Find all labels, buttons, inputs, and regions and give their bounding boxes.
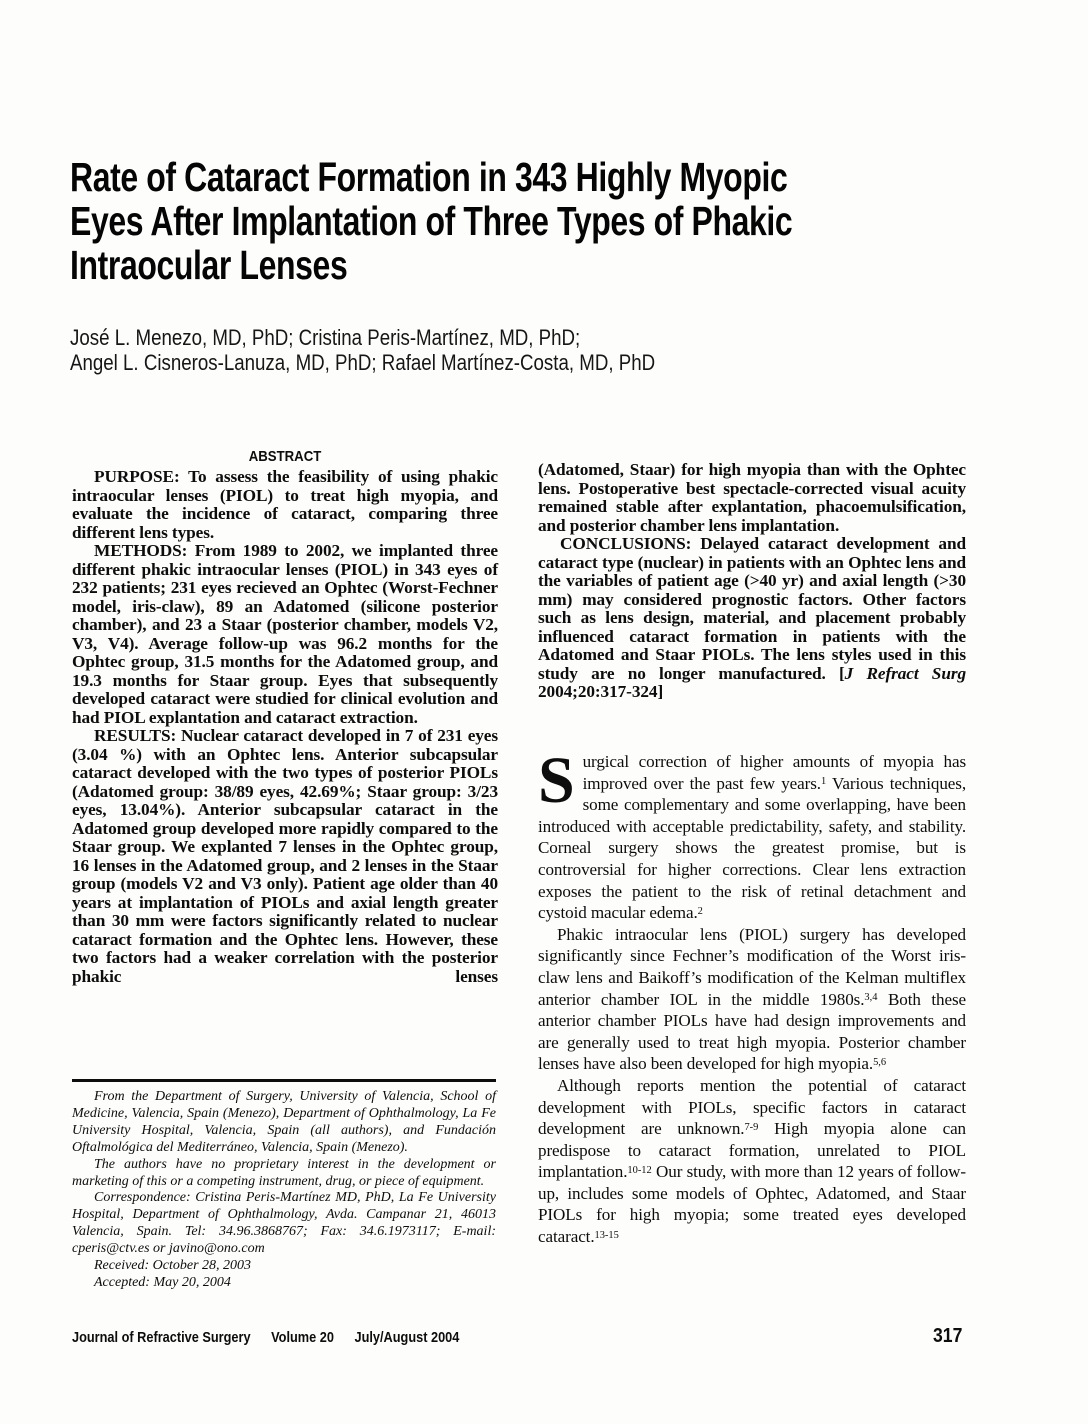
abstract-conclusions: CONCLUSIONS: Delayed cataract development and cataract type (nuclear) in patients with an Ophtec lens and the variables of patient age (>40 yr) and axial length (>30 mm) may considered prognostic factors. Other factors such as lens design, material, and placement probably influenced cataract formation in patients with the Adatomed and Staar PIOLs. The lens styles used in this study are no longer manufactured. [J Refract Surg 2004;20:317-324] [538,534,966,701]
abstract-heading: ABSTRACT [248,448,322,465]
footnote-received: Received: October 28, 2003 [94,1258,252,1274]
author-list [70,325,758,375]
footnote-accepted: Accepted: May 20, 2004 [94,1274,231,1290]
body-paragraph-3: Although reports mention the potential of cataract development with PIOLs, specific factors in cataract development are unknown.$^{7-9}$ High myopia alone can predispose to cataract formation, unrelated to PIOL implantation.$^{10-12}$ Our study, with more than 12 years of follow-up, includes some models of Ophtec, Adatomed, and Staar PIOLs for high myopia; some treated eyes developed cataract.$^{13-15}$ [538,1075,966,1247]
body-paragraph-1 [538,744,966,924]
author-line-2: Angel L. Cisneros-Lanuza, MD, PhD; Rafael Martínez-Costa, MD, PhD [70,350,656,375]
abstract-results-continued: (Adatomed, Staar) for high myopia than with the Ophtec lens. Postoperative best spectacle-corrected visual acuity remained stable after explantation, phacoemulsification, and posterior chamber lens implantation. [538,460,966,535]
footnote-affiliation: From the Department of Surgery, University of Valencia, School of Medicine, Valencia, Spain (Menezo), Department of Ophthalmology, La Fe University Hospital, Valencia, Spain (all authors), and Fundación Oftalmológica del Mediterráneo, Valencia, Spain (Menezo). [72,1089,496,1155]
abstract-continued-section [538,461,966,702]
body-paragraph-1-text: urgical correction of higher amounts of myopia has improved over the past few years.$^1$ Various techniques, some complementary and some overlapping, have been introduced with acceptable predictability, safety, and stability. Corneal surgery shows the greatest promise, but is controversial for higher corrections. Clear lens extraction exposes the patient to the risk of retinal detachment and cystoid macular edema.$^2$ [538,752,966,923]
footnote-correspondence: Correspondence: Cristina Peris-Martínez MD, PhD, La Fe University Hospital, Department of Ophthalmology, Avda. Campanar 21, 46013 Valencia, Spain. Tel: 34.96.3868767; Fax: 34.6.1973117; E-mail: cperis@ctv.es or javino@ono.com [72,1190,496,1257]
article-title [70,155,996,287]
abstract-section [72,448,498,986]
article-title-line-1: Rate of Cataract Formation in 343 Highly Myopic [70,154,788,200]
footnote-disclosure: The authors have no proprietary interest in the development or marketing of this or a competing instrument, drug, or piece of equipment. [72,1156,496,1189]
abstract-methods: METHODS: From 1989 to 2002, we implanted three different phakic intraocular lenses (PIOL) in 343 eyes of 232 patients; 231 eyes recieved an Ophtec (Worst-Fechner model, iris-claw), 89 an Adatomed (silicone posterior chamber), and 23 a Staar (posterior chamber, models V2, V3, V4). Average follow-up was 96.2 months for the Ophtec group, 31.5 months for the Adatomed group, and 19.3 months for Staar group. Eyes that subsequently developed cataract were studied for clinical evolution and had PIOL explantation and cataract extraction. [72,541,498,727]
journal-footer-line [72,1329,459,1346]
abstract-purpose: PURPOSE: To assess the feasibility of using phakic intraocular lenses (PIOL) to treat high myopia, and evaluate the incidence of cataract, comparing three different lens types. [72,467,498,542]
article-title-line-2: Eyes After Implantation of Three Types of Phakic [70,198,793,244]
body-paragraph-2: Phakic intraocular lens (PIOL) surgery has developed significantly since Fechner’s modification of the Worst iris-claw lens and Baikoff’s modification of the Kelman multiflex anterior chamber IOL in the middle 1980s.$^{3,4}$ Both these anterior chamber PIOLs have had design improvements and are generally used to treat high myopia. Posterior chamber lenses have also been developed for high myopia.$^{5,6}$ [538,924,966,1074]
footer-issue: July/August 2004 [354,1329,460,1346]
page-number: 317 [932,1325,962,1347]
footer-volume: Volume 20 [271,1329,334,1346]
footer-journal-name: Journal of Refractive Surgery [72,1329,251,1346]
footnote-block [72,1089,496,1292]
footnote-divider [72,1079,496,1082]
article-body [538,744,966,1248]
dropcap-letter: S [538,744,575,817]
article-title-line-3: Intraocular Lenses [70,242,348,288]
author-line-1: José L. Menezo, MD, PhD; Cristina Peris-Martínez, MD, PhD; [70,325,581,350]
abstract-results: RESULTS: Nuclear cataract developed in 7 of 231 eyes (3.04 %) with an Ophtec lens. Anterior subcapsular cataract developed with the two types of posterior PIOLs (Adatomed group: 38/89 eyes, 42.69%; Staar group: 3/23 eyes, 13.04%). Anterior subcapsular cataract in the Adatomed group developed more rapidly compared to the Staar group. We explanted 7 lenses in the Ophtec group, 16 lenses in the Adatomed group, and 2 lenses in the Staar group (models V2 and V3 only). Patient age older than 40 years at implantation of PIOLs and axial length greater than 30 mm were factors significantly related to nuclear cataract formation and the Ophtec lens. However, these two factors had a weaker correlation with the posterior phakic lenses [72,726,498,986]
